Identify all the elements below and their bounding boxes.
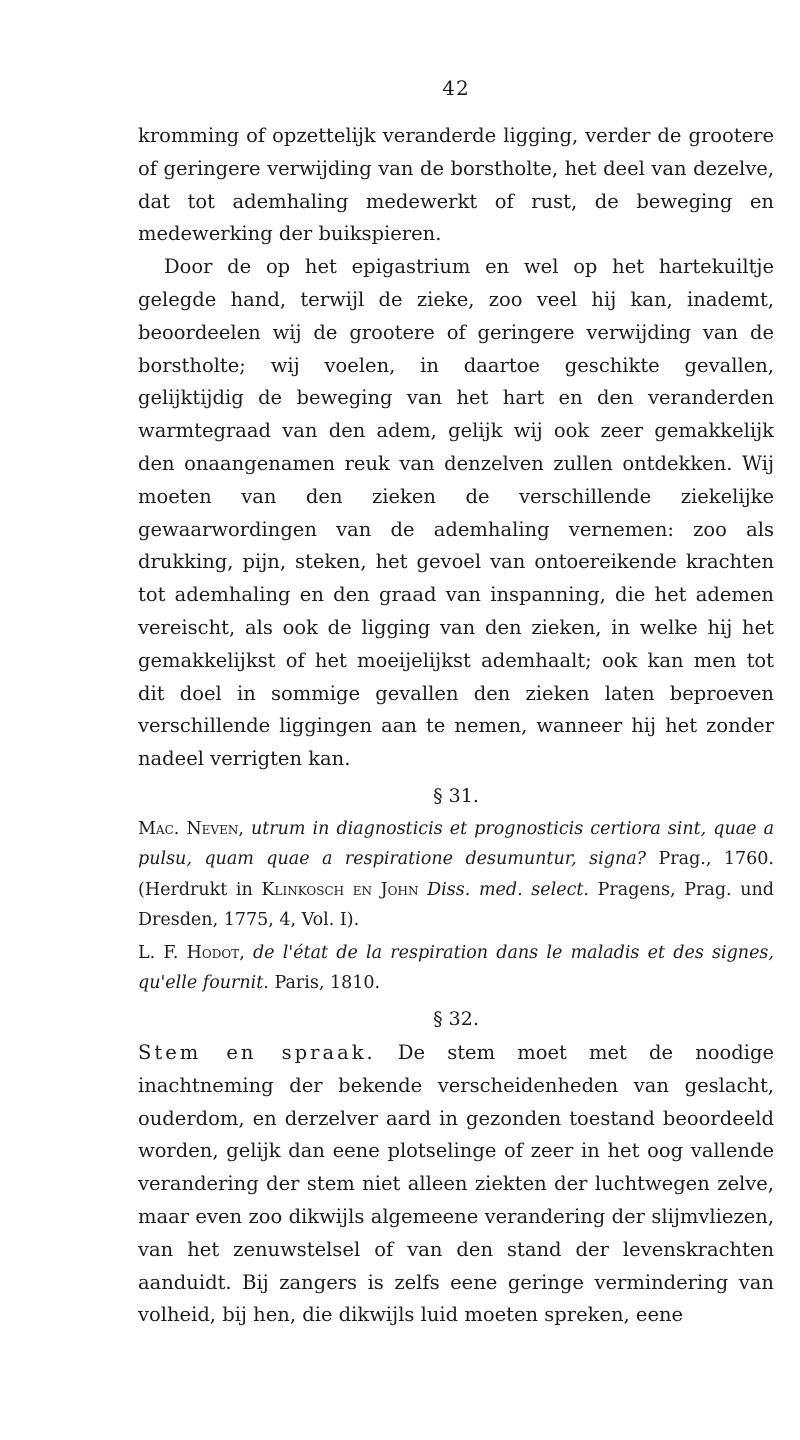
- reference-series: Diss. med. select.: [427, 879, 589, 900]
- page-number: 42: [442, 76, 470, 100]
- paragraph-stem-en-spraak: [138, 1037, 774, 1332]
- paragraph-heading: Stem en spraak.: [138, 1040, 376, 1064]
- paragraph-body: De stem moet met de noodige inachtneming der bekende verscheidenheden van geslacht, ouderdom, en derzelver aard in gezonden toestand beoordeeld worden, gelijk dan eene plotselinge of zeer in het oog vallende verandering der stem niet alleen ziekten der luchtwegen zelve, maar even zoo dikwijls algemeene verandering der slijmvliezen, van het zenuwstelsel of van den stand der levenskrachten aanduidt. Bij zangers is zelfs eene geringe vermindering van volheid, bij hen, die dikwijls luid moeten spreken, eene: [138, 1040, 774, 1327]
- reference-title: de l'état de la respiration dans le maladis et des signes, qu'elle fournit.: [138, 942, 774, 994]
- section-32-heading: § 32.: [433, 1007, 479, 1030]
- reference-author: L. F. Hodot: [138, 942, 240, 963]
- section-31-heading: § 31.: [433, 784, 479, 807]
- reference-hodot: L. F. Hodot, de l'état de la respiration dans le maladis et des signes, qu'elle fournit. Paris, 1810.: [138, 942, 774, 994]
- reference-publication-detail: Pragens, Prag. und Dresden, 1775, 4, Vol. I).: [138, 879, 774, 931]
- paragraph-epigastrium: Door de op het epigastrium en wel op het hartekuiltje gelegde hand, terwijl de zieke, zoo veel hij kan, inademt, beoordeelen wij de grootere of geringere verwijding van de borstholte; wij voelen, in daartoe geschikte gevallen, gelijktijdig de beweging van het hart en den veranderden warmtegraad van den adem, gelijk wij ook zeer gemakkelijk den onaangenamen reuk van denzelven zullen ontdekken. Wij moeten van den zieken de verschillende ziekelijke gewaarwordingen van de ademhaling vernemen: zoo als drukking, pijn, steken, het gevoel van ontoereikende krachten tot ademhaling en den graad van inspanning, die het ademen vereischt, als ook de ligging van den zieken, in welke hij het gemakkelijkst of het moeijelijkst ademhaalt; ook kan men tot dit doel in sommige gevallen den zieken laten beproeven verschillende liggingen aan te nemen, wanneer hij het zonder nadeel verrigten kan.: [138, 255, 774, 771]
- reference-author: Mac. Neven: [138, 818, 239, 839]
- reference-neven: Mac. Neven, utrum in diagnosticis et prognosticis certiora sint, quae a pulsu, quam quae a respiratione desumuntur, signa? Prag., 1760. (Herdrukt in Klinkosch en John Diss. med. select. Pragens, Prag. und Dresden, 1775, 4, Vol. I).: [138, 818, 774, 931]
- reference-publication: Prag., 1760. (Herdrukt in: [138, 849, 774, 900]
- reference-title: utrum in diagnosticis et prognosticis certiora sint, quae a pulsu, quam quae a respiratione desumuntur, signa?: [138, 818, 774, 870]
- reference-editors: Klinkosch en John: [261, 879, 419, 900]
- book-page: [138, 76, 774, 1332]
- reference-publication: Paris, 1810.: [274, 973, 381, 994]
- paragraph-continuation: kromming of opzettelijk veranderde ligging, verder de grootere of geringere verwijding van de borstholte, het deel van dezelve, dat tot ademhaling medewerkt of rust, de beweging en medewerking der buikspieren.: [138, 124, 774, 246]
